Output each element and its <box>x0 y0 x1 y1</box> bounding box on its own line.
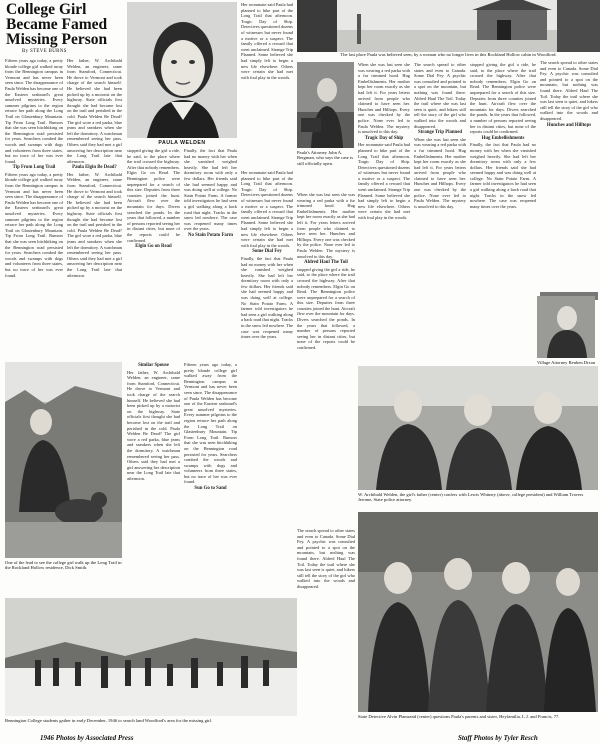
column-7-text: The search spread to other states and even to Canada. Some Dial Fey. A psychic was consulted and pointed to a spot on the mountain, but nothing was found there. Aldred Haul The Toil. Today the trail where she was last seen is quiet, and hikers still tell the story of the girl who walked into the woods and disappeared. <box>414 62 466 129</box>
article-column-12 <box>241 170 293 598</box>
column-5-text: Her roommate said Paula had planned to hike part of the Long Trail that afternoon. Tragic Day of Ship. Detectives questioned dozens of witnesses but never found a motive or a suspect. The family offered a reward that went unclaimed. Strange Trip Planned. Some believed she had simply left to begin a new life elsewhere. Others were certain she had met with foul play in the woods. <box>241 2 293 80</box>
village-attorney-caption: Village Attorney Reuben Dixon <box>537 360 596 365</box>
crowd-photo <box>5 598 297 716</box>
column-3-text: stopped giving the girl a ride, he said, to the place where the trail crossed the highway. After that nobody remembers. Elgin Go on Read. The Bennington police were unprepared for a search of this size. Deputies from three counties joined the hunt. Aircraft flew over the mountain for days. Divers searched the ponds. In the years that followed, a number of persons reported seeing her in distant cities, but none of the reports could be confirmed. <box>127 148 180 243</box>
crowd-caption: Bennington College students gather in early December, 1946 to search land Woodford's area for the missing girl. <box>5 718 213 723</box>
subhead-hug-embellishments: Hug Embellishments <box>481 135 525 141</box>
headline-line-1: College Girl <box>6 1 87 18</box>
article-column-4 <box>184 148 237 358</box>
subhead-hunches-and-hilltops: Hunches and Hilltops <box>546 122 592 128</box>
village-attorney-image <box>537 296 595 358</box>
dog-search-caption: One of the lead to see the college girl walk up the Long Trail in the Rockland Hollow residence, Dick Smith. <box>5 560 122 571</box>
article-column-14 <box>297 528 355 598</box>
article-column-10 <box>127 362 180 598</box>
subhead-paula-welden-be-dead: Paula Elgin Be Dead? <box>72 165 117 171</box>
subhead-tragic-day-of-ship: Tragic Day of Ship <box>364 135 404 141</box>
column-8-text: stopped giving the girl a ride, he said, to the place where the trail crossed the highway. After that nobody remembers. Elgin Go on Read. The Bennington police were unprepared for a search of this size. Deputies from three counties joined the hunt. Aircraft flew over the mountain for days. Divers searched the ponds. In the years that followed, a number of persons reported seeing her in distant cities, but none of the reports could be confirmed. <box>470 62 536 135</box>
article-column-8 <box>470 62 536 307</box>
byline: By STEVE BURNS <box>22 49 67 54</box>
cabin-image <box>297 0 600 52</box>
dog-search-image <box>5 362 122 558</box>
subhead-strange-trip-planned: Strange Trip Planned <box>417 130 463 136</box>
column-1-text-continued: Fifteen years ago today, a pretty blonde college girl walked away from the Bennington campus in Vermont and has never been seen since. The disappearance of Paula Welden has become one of the Eastern seaboard's great unsolved mysteries. Every summer pilgrims to the region retrace her path along the Long Trail on Glastenbury Mountain. Tip From Long Trail. Rumors that she was seen hitchhiking on the Bennington road persisted for years. Searchers combed the woods and swamps with dogs and volunteers from three states, but no trace of her was ever found. <box>5 171 63 278</box>
subhead-similar-spouse: Similar Spouse <box>138 363 169 368</box>
column-12-text-continued: Finally, the fact that Paula had no money with her when she vanished weighed heavily. She had left her dormitory room with only a few dollars. Her friends said she had seemed happy and was doing well at college. No Stain Potato Farm. A farmer told investigators he had seen a girl walking along a back road that night. Tracks in the snow led nowhere. The case was reopened many times over the years. <box>241 255 293 340</box>
portrait-name: PAULA WELDEN <box>158 140 206 146</box>
article-column-9 <box>540 60 598 292</box>
portrait-photo <box>127 2 237 138</box>
subhead-some-dial-fey: Some Dial Fey <box>252 249 282 255</box>
subhead-tip-from-long-trail: Tip From Long Trail <box>12 165 56 171</box>
detective-photo <box>358 512 598 712</box>
subhead-elgin-go-on-read: Elgin Go on Read <box>135 244 172 250</box>
attorney-image <box>297 62 354 148</box>
photo-credit-right: Staff Photos by Tyler Resch <box>458 734 538 742</box>
subhead-aldred-haul-the-toil: Aldred Haul The Toil <box>304 260 348 266</box>
article-column-11 <box>184 362 237 598</box>
cabin-caption: The last place Paula was believed seen, by a woman who no longer lives in this Rockland Hollow cabin in Woodford. <box>340 52 557 57</box>
dog-search-photo <box>5 362 122 558</box>
column-10-text: Her father, W. Archibald Welden, an engineer, came from Stamford, Connecticut. He drove to Vermont and took charge of the search himself. He believed she had been picked up by a motorist on the highway. State officials first thought she had become lost on the trail and perished in the cold. Paula Welden Be Dead? The girl wore a red parka, blue jeans and sneakers when she left the dormitory. A watchman remembered seeing her pass. Others said they had met a girl answering her description near the Long Trail late that afternoon. <box>127 369 180 481</box>
subhead-no-stain-potato-farm: No Stain Potato Farm <box>188 232 233 238</box>
attorney-caption: Paula's Attorney John A. Bergman, who says the case is still officially open. <box>297 150 354 166</box>
article-column-3 <box>127 148 180 358</box>
article-headline <box>6 2 118 47</box>
article-column-1 <box>5 58 63 358</box>
column-2-text-continued: Her father, W. Archibald Welden, an engineer, came from Stamford, Connecticut. He drove to Vermont and took charge of the search himself. He believed she had been picked up by a motorist on the highway. State officials first thought she had become lost on the trail and perished in the cold. Paula Welden Be Dead? The girl wore a red parka, blue jeans and sneakers when she left the dormitory. A watchman remembered seeing her pass. Others said they had met a girl answering her description near the Long Trail late that afternoon. <box>67 171 122 278</box>
family-photo <box>358 366 598 490</box>
subhead-sun-go-to-sand: Sun Go to Sand <box>194 486 227 492</box>
cabin-photo <box>297 0 600 52</box>
column-2-text: Her father, W. Archibald Welden, an engineer, came from Stamford, Connecticut. He drove to Vermont and took charge of the search himself. He believed she had been picked up by a motorist on the highway. State officials first thought she had become lost on the trail and perished in the cold. Paula Welden Be Dead? The girl wore a red parka, blue jeans and sneakers when she left the dormitory. A watchman remembered seeing her pass. Others said they had met a girl answering her description near the Long Trail late that afternoon. <box>67 58 122 164</box>
column-7-text-continued: When she was last seen she was wearing a red parka with a fur trimmed hood. Hug Embellishments. Her mother kept her room exactly as she had left it. For years letters arrived from people who claimed to have seen her. Hunches and Hilltops. Every one was checked by the police. None ever led to Paula Welden. The mystery is unsolved to this day. <box>414 136 466 209</box>
family-caption: W. Archibald Welden, the girl's father (center) confers with Lewis Whitney (above, college president) and William Travers Jerome, State police attorney. <box>358 492 584 503</box>
headline-line-3: Missing Person <box>6 31 108 48</box>
article-column-6 <box>358 62 410 362</box>
detective-caption: State Detective Alvin Plamrand (center) questions Paula's parents and sister, Heyfamilia, L.J. and Francis, 77. <box>358 714 560 719</box>
column-13-text: When she was last seen she was wearing a red parka with a fur trimmed hood. Hug Embellishments. Her mother kept her room exactly as she had left it. For years letters arrived from people who claimed to have seen her. Hunches and Hilltops. Every one was checked by the police. None ever led to Paula Welden. The mystery is unsolved to this day. <box>297 192 355 259</box>
portrait-image <box>127 2 237 138</box>
column-13-text-continued: stopped giving the girl a ride, he said, to the place where the trail crossed the highway. After that nobody remembers. Elgin Go on Read. The Bennington police were unprepared for a search of this size. Deputies from three counties joined the hunt. Aircraft flew over the mountain for days. Divers searched the ponds. In the years that followed, a number of persons reported seeing her in distant cities, but none of the reports could be confirmed. <box>297 266 355 351</box>
column-9-text: The search spread to other states and even to Canada. Some Dial Fey. A psychic was consulted and pointed to a spot on the mountain, but nothing was found there. Aldred Haul The Toil. Today the trail where she was last seen is quiet, and hikers still tell the story of the girl who walked into the woods and disappeared. <box>540 60 598 121</box>
village-attorney-photo <box>537 296 595 358</box>
headline-line-2: Became Famed <box>6 16 108 33</box>
detective-image <box>358 512 598 712</box>
article-column-7 <box>414 62 466 362</box>
column-4-text: Finally, the fact that Paula had no money with her when she vanished weighed heavily. She had left her dormitory room with only a few dollars. Her friends said she had seemed happy and was doing well at college. No Stain Potato Farm. A farmer told investigators he had seen a girl walking along a back road that night. Tracks in the snow led nowhere. The case was reopened many times over the years. <box>184 148 237 232</box>
column-8-text-continued: Finally, the fact that Paula had no money with her when she vanished weighed heavily. She had left her dormitory room with only a few dollars. Her friends said she had seemed happy and was doing well at college. No Stain Potato Farm. A farmer told investigators he had seen a girl walking along a back road that night. Tracks in the snow led nowhere. The case was reopened many times over the years. <box>470 142 536 209</box>
column-6-text: When she was last seen she was wearing a red parka with a fur trimmed hood. Hug Embellishments. Her mother kept her room exactly as she had left it. For years letters arrived from people who claimed to have seen her. Hunches and Hilltops. Every one was checked by the police. None ever led to Paula Welden. The mystery is unsolved to this day. <box>358 62 410 135</box>
crowd-image <box>5 598 297 716</box>
column-14-text: The search spread to other states and even to Canada. Some Dial Fey. A psychic was consulted and pointed to a spot on the mountain, but nothing was found there. Aldred Haul The Toil. Today the trail where she was last seen is quiet, and hikers still tell the story of the girl who walked into the woods and disappeared. <box>297 528 355 589</box>
attorney-photo <box>297 62 354 148</box>
article-column-2 <box>67 58 122 358</box>
column-1-text: Fifteen years ago today, a pretty blonde college girl walked away from the Bennington campus in Vermont and has never been seen since. The disappearance of Paula Welden has become one of the Eastern seaboard's great unsolved mysteries. Every summer pilgrims to the region retrace her path along the Long Trail on Glastenbury Mountain. Tip From Long Trail. Rumors that she was seen hitchhiking on the Bennington road persisted for years. Searchers combed the woods and swamps with dogs and volunteers from three states, but no trace of her was ever found. <box>5 58 63 164</box>
column-12-text: Her roommate said Paula had planned to hike part of the Long Trail that afternoon. Tragic Day of Ship. Detectives questioned dozens of witnesses but never found a motive or a suspect. The family offered a reward that went unclaimed. Strange Trip Planned. Some believed she had simply left to begin a new life elsewhere. Others were certain she had met with foul play in the woods. <box>241 170 293 248</box>
article-column-13 <box>297 192 355 522</box>
family-image <box>358 366 598 490</box>
column-6-text-continued: Her roommate said Paula had planned to hike part of the Long Trail that afternoon. Tragic Day of Ship. Detectives questioned dozens of witnesses but never found a motive or a suspect. The family offered a reward that went unclaimed. Strange Trip Planned. Some believed she had simply left to begin a new life elsewhere. Others were certain she had met with foul play in the woods. <box>358 142 410 221</box>
article-column-5 <box>241 2 293 162</box>
column-11-text: Fifteen years ago today, a pretty blonde college girl walked away from the Bennington campus in Vermont and has never been seen since. The disappearance of Paula Welden has become one of the Eastern seaboard's great unsolved mysteries. Every summer pilgrims to the region retrace her path along the Long Trail on Glastenbury Mountain. Tip From Long Trail. Rumors that she was seen hitchhiking on the Bennington road persisted for years. Searchers combed the woods and swamps with dogs and volunteers from three states, but no trace of her was ever found. <box>184 362 237 485</box>
photo-credit-left: 1946 Photos by Associated Press <box>40 734 134 742</box>
